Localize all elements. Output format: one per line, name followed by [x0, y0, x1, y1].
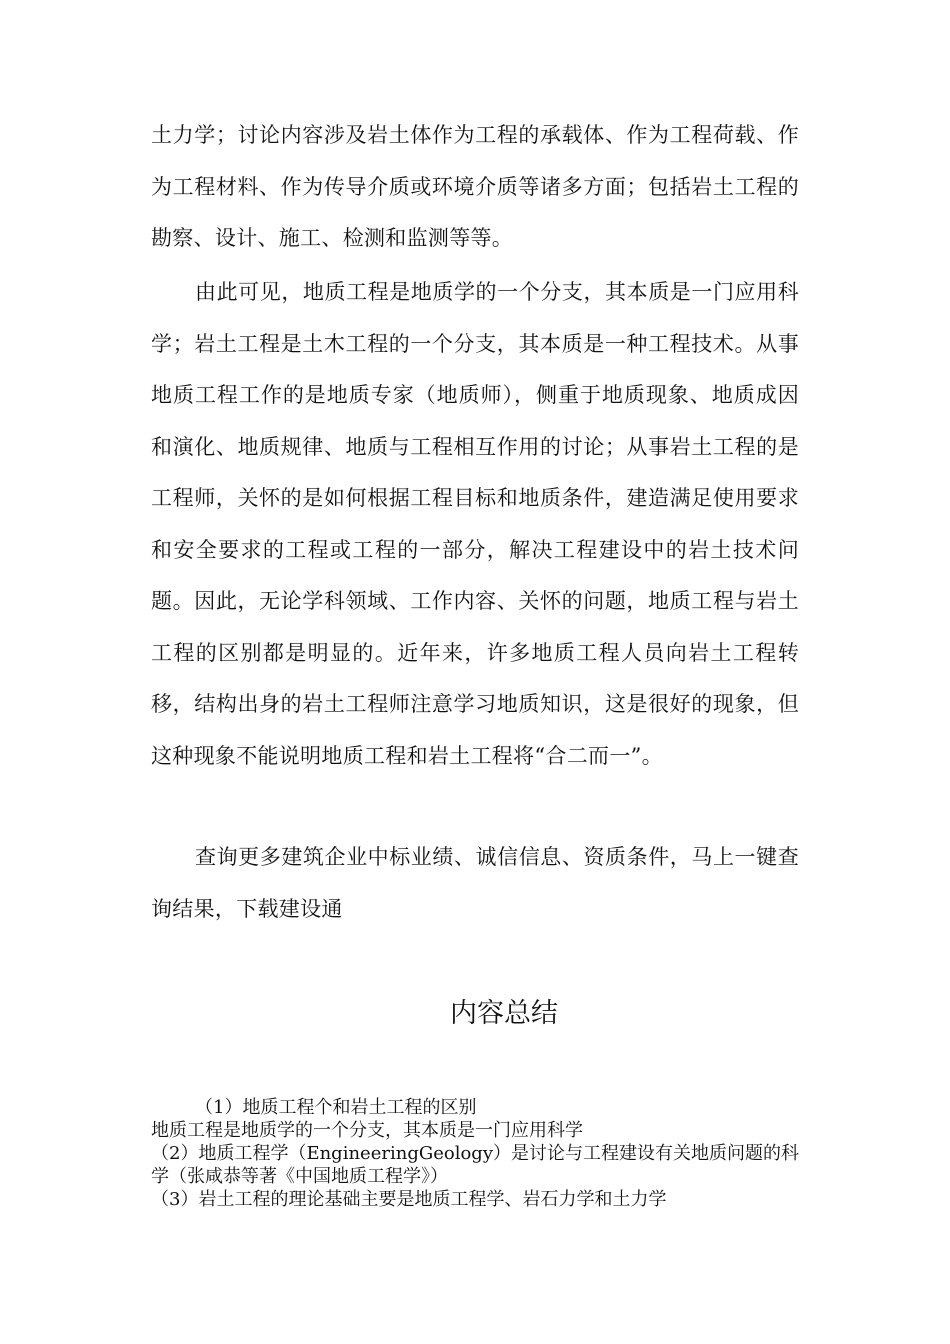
body-paragraph-1: 土力学；讨论内容涉及岩土体作为工程的承载体、作为工程荷载、作为工程材料、作为传导介质或环境介质等诸多方面；包括岩土工程的勘察、设计、施工、检测和监测等等。 — [151, 123, 799, 250]
body-paragraph-3: 查询更多建筑企业中标业绩、诚信信息、资质条件，马上一键查询结果，下载建设通 — [151, 845, 799, 921]
summary-item-2: 地质工程是地质学的一个分支，其本质是一门应用科学 — [151, 1120, 583, 1141]
summary-list — [151, 1096, 799, 1211]
summary-title: 内容总结 — [450, 998, 558, 1029]
body-paragraph-2: 由此可见，地质工程是地质学的一个分支，其本质是一门应用科学；岩土工程是土木工程的一个分支，其本质是一种工程技术。从事地质工程工作的是地质专家（地质师），侧重于地质现象、地质成因和演化、地质规律、地质与工程相互作用的讨论；从事岩土工程的是工程师，关怀的是如何根据工程目标和地质条件，建造满足使用要求和安全要求的工程或工程的一部分，解决工程建设中的岩土技术问题。因此，无论学科领域、工作内容、关怀的问题，地质工程与岩土工程的区别都是明显的。近年来，许多地质工程人员向岩土工程转移，结构出身的岩土工程师注意学习地质知识，这是很好的现象，但这种现象不能说明地质工程和岩土工程将“合二而一”。 — [151, 280, 799, 768]
summary-item-4: （3）岩土工程的理论基础主要是地质工程学、岩石力学和土力学 — [151, 1189, 667, 1210]
summary-item-3: （2）地质工程学（EngineeringGeology）是讨论与工程建设有关地质问题的科学（张咸恭等著《中国地质工程学》） — [151, 1143, 799, 1187]
summary-item-1: （1）地质工程个和岩土工程的区别 — [195, 1097, 477, 1118]
